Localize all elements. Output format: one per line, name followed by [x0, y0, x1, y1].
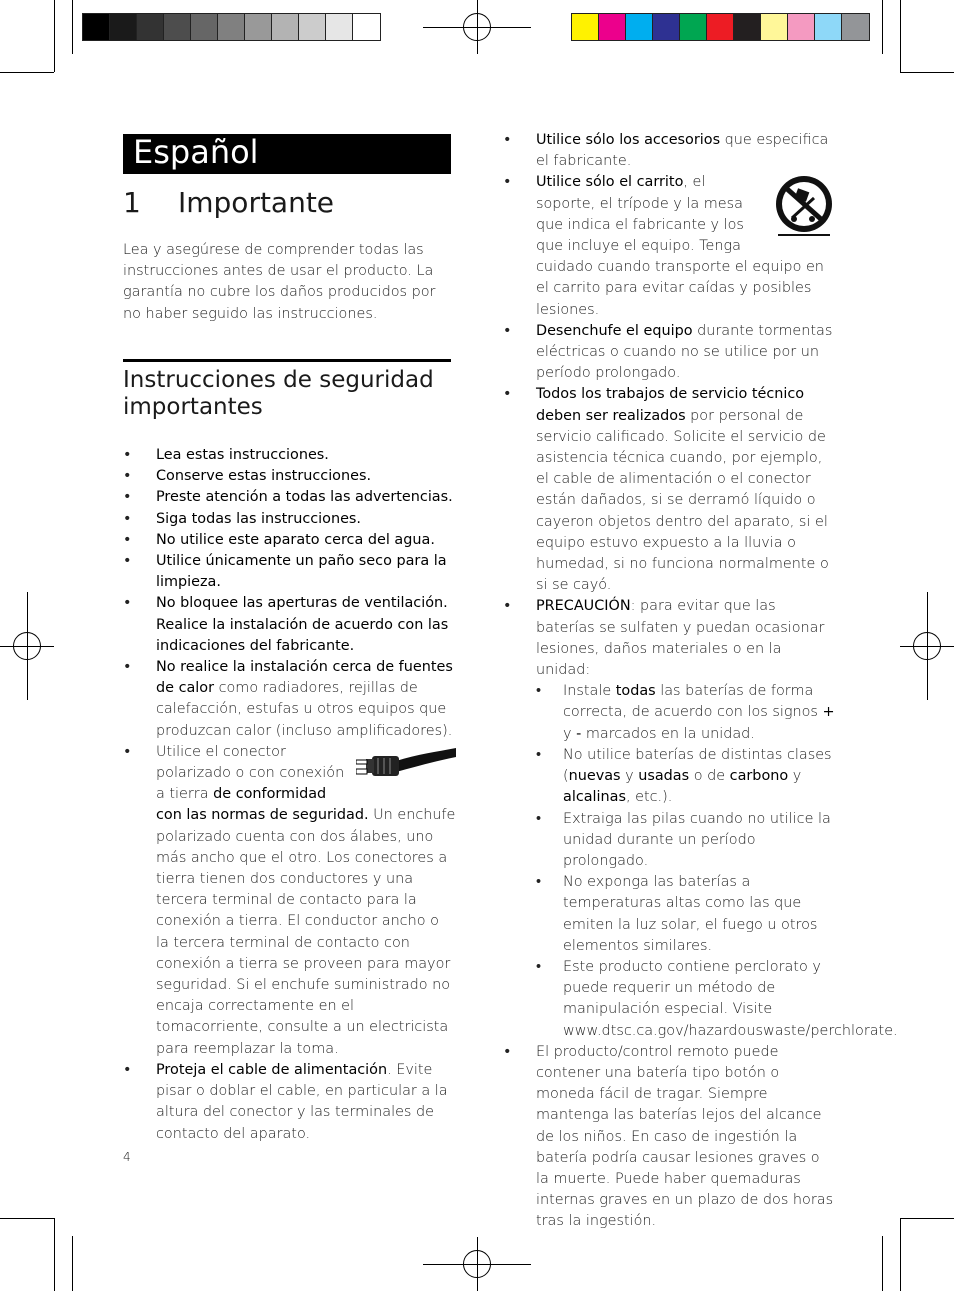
color-swatch [299, 14, 326, 40]
list-item: • Conserve estas instrucciones. [123, 466, 456, 487]
color-swatch [353, 14, 380, 40]
list-item: • Lea estas instrucciones. [123, 445, 456, 466]
list-item: • No realice la instalación cerca de fuentes de calor como radiadores, rejillas de calefacción, estufas u otros equipos que produzcan calor (incluso amplificadores). [123, 657, 456, 742]
color-swatch [572, 14, 599, 40]
grayscale-calibration-bar [82, 13, 381, 41]
color-swatch [734, 14, 761, 40]
section-number: 1 [123, 186, 141, 219]
page-number: 4 [123, 1150, 131, 1164]
sublist-item: • Este producto contiene perclorato y puede requerir un método de manipulación especial. Visite www.dtsc.ca.gov/hazardouswaste/perchlorate. [536, 957, 836, 1042]
color-swatch [326, 14, 353, 40]
list-item: • No bloquee las aperturas de ventilación. Realice la instalación de acuerdo con las indicaciones del fabricante. [123, 593, 456, 657]
list-item: • El producto/control remoto puede contener una batería tipo botón o moneda fácil de tragar. Siempre mantenga las baterías lejos del alcance de los niños. En caso de ingestión la batería podría causar lesiones graves o la muerte. Puede haber quemaduras internas graves en un plazo de dos horas tras la ingestión. [503, 1042, 836, 1233]
language-banner [123, 134, 451, 174]
color-swatch [680, 14, 707, 40]
color-swatch [191, 14, 218, 40]
right-column [503, 130, 898, 1233]
color-swatch [245, 14, 272, 40]
sublist-item: • Instale todas las baterías de forma correcta, de acuerdo con los signos + y - marcados en la unidad. [536, 681, 836, 745]
sublist-item: • No exponga las baterías a temperaturas altas como las que emiten la luz solar, el fuego u otros elementos similares. [536, 872, 836, 957]
list-item-cart: • Utilice sólo el carrito, el soporte, el trípode y la mesa que indica el fabricante y los que incluye el equipo. Tenga cuidado cuando transporte el equipo en el carrito para evitar caídas y posibles lesiones. [503, 172, 836, 320]
color-swatch [842, 14, 869, 40]
list-item-caution: • PRECAUCIÓN: para evitar que las baterías se sulfaten y puedan ocasionar lesiones, daños materiales o en la unidad: • Instale todas las baterías de forma correcta, de acuerdo con los signos + y - marcados en la unidad. • No utilice baterías de distintas clases (nuevas y usadas o de carbono y alcalinas, etc.). • Extraiga las pilas cuando no utilice la unidad durante un período prolongado. • No exponga las baterías a temperaturas altas como las que emiten la luz solar, el fuego u otros elementos similares. • Este producto contiene perclorato y puede requerir un método de manipulación especial. Visite www.dtsc.ca.gov/hazardouswaste/perchlorate. [503, 596, 836, 1041]
color-swatch [815, 14, 842, 40]
color-swatch [626, 14, 653, 40]
color-swatch [137, 14, 164, 40]
list-item-plug: • Utilice el conector polarizado o con conexión a tierra de conformidad con las normas de seguridad. Un enchufe polarizado cuenta con dos álabes, uno más ancho que el otro. Los conectores a tierra tienen dos conductores y una tercera terminal de contacto para la conexión a tierra. El conductor ancho o la tercera terminal de contacto con conexión a tierra se proveen para mayor seguridad. Si el enchufe suministrado no encaja correctamente en el tomacorriente, consulte a un electricista para reemplazar la toma. [123, 742, 456, 1060]
color-swatch [272, 14, 299, 40]
color-swatch [653, 14, 680, 40]
color-swatch [110, 14, 137, 40]
safety-heading: Instrucciones de seguridad importantes [123, 367, 434, 420]
language-banner-label: Español [133, 133, 259, 171]
color-swatch [788, 14, 815, 40]
list-item: • Utilice sólo los accesorios que especifica el fabricante. [503, 130, 836, 172]
color-calibration-bar [571, 13, 870, 41]
list-item: • Utilice únicamente un paño seco para la limpieza. [123, 551, 456, 593]
color-swatch [599, 14, 626, 40]
color-swatch [83, 14, 110, 40]
sublist-item: • Extraiga las pilas cuando no utilice la unidad durante un período prolongado. [536, 809, 836, 873]
list-item: • Desenchufe el equipo durante tormentas eléctricas o cuando no se utilice por un período prolongado. [503, 321, 836, 385]
cart-tip-warning-icon [772, 174, 836, 238]
list-item: • Proteja el cable de alimentación. Evite pisar o doblar el cable, en particular a la altura del conector y las terminales de contacto del aparato. [123, 1060, 456, 1145]
section-title [123, 183, 334, 223]
list-item: • Todos los trabajos de servicio técnico deben ser realizados por personal de servicio calificado. Solicite el servicio de asistencia técnica cuando, por ejemplo, el cable de alimentación o el conector están dañados, si se derramó líquido o cayeron objetos dentro del aparato, si el equipo estuvo expuesto a la lluvia o humedad, si no funciona normalmente o si se cayó. [503, 384, 836, 596]
section-title-text: Importante [178, 186, 335, 219]
heading-rule [123, 359, 451, 362]
left-column [123, 445, 456, 1145]
list-item: • Preste atención a todas las advertencias. [123, 487, 456, 508]
sublist-item: • No utilice baterías de distintas clases (nuevas y usadas o de carbono y alcalinas, etc.). [536, 745, 836, 809]
list-item: • Siga todas las instrucciones. [123, 509, 456, 530]
list-item: • No utilice este aparato cerca del agua. [123, 530, 456, 551]
color-swatch [761, 14, 788, 40]
color-swatch [218, 14, 245, 40]
color-swatch [707, 14, 734, 40]
intro-paragraph: Lea y asegúrese de comprender todas las instrucciones antes de usar el producto. La garantía no cubre los daños producidos por no haber seguido las instrucciones. [123, 242, 436, 322]
color-swatch [164, 14, 191, 40]
polarized-plug-icon [356, 744, 456, 790]
